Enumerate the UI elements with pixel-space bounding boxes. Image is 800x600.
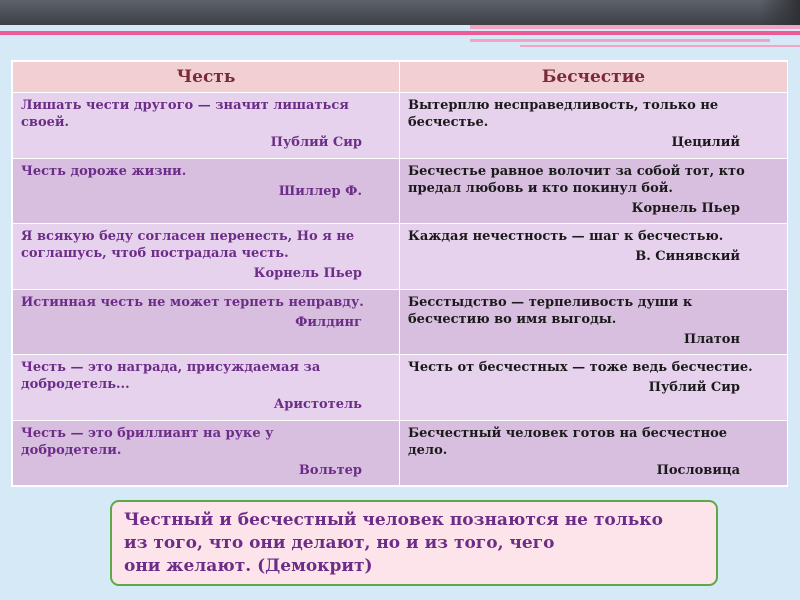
quote-author: Филдинг: [295, 314, 362, 330]
quote-text: Честь — это награда, присуждаемая за: [21, 360, 321, 375]
decor-stripe-lower-1: [470, 39, 770, 42]
top-banner-bar: [0, 0, 800, 25]
honor-cell: [13, 355, 400, 421]
quote-author: Пословица: [656, 462, 740, 478]
quote-text: Честь — это бриллиант на руке у: [21, 425, 274, 441]
quote-author: Вольтер: [298, 462, 362, 478]
quote-author: Корнель Пьер: [253, 266, 362, 281]
quote-text: бесчестье.: [408, 115, 489, 130]
quote-text: Вытерплю несправедливость, только не: [408, 98, 719, 113]
quote-author: Аристотель: [273, 397, 362, 412]
honor-cell: [13, 224, 400, 290]
table-row: [13, 224, 788, 290]
dishonor-cell: [400, 355, 788, 421]
democritus-quote-box: [110, 500, 718, 586]
decor-stripe-lower-2: [520, 45, 800, 47]
quote-text: дело.: [408, 442, 448, 458]
quote-text: Честь дороже жизни.: [21, 163, 187, 179]
quote-author: В. Синявский: [635, 249, 740, 264]
quote-text: Каждая нечестность — шаг к бесчестью.: [408, 229, 724, 244]
decor-stripe-main: [0, 31, 800, 35]
dishonor-cell: [400, 420, 788, 486]
table-row: [13, 355, 788, 421]
honor-cell: [13, 289, 400, 355]
quote-text: добродетели.: [21, 442, 122, 458]
callout-line: Честный и бесчестный человек познаются не только: [124, 510, 663, 530]
dishonor-cell: [400, 93, 788, 159]
quote-text: Истинная честь не может терпеть неправду.: [21, 294, 364, 310]
honor-cell: [13, 158, 400, 224]
quote-author: Шиллер Ф.: [278, 183, 362, 199]
quote-text: добродетель...: [21, 377, 130, 392]
quote-text: предал любовь и кто покинул бой.: [408, 180, 673, 196]
honor-cell: [13, 420, 400, 486]
decor-stripe-upper: [470, 25, 800, 29]
table-header-row: [13, 62, 788, 93]
quote-text: Бесчестный человек готов на бесчестное: [408, 425, 728, 441]
callout-line: из того, что они делают, но и из того, чего: [124, 533, 555, 553]
table-row: [13, 289, 788, 355]
quote-text: бесчестию во имя выгоды.: [408, 311, 617, 327]
honor-cell: [13, 93, 400, 159]
quotes-table: [11, 60, 788, 487]
header-dishonor: Бесчестие: [400, 62, 788, 93]
quote-text: Бесстыдство — терпеливость души к: [408, 294, 693, 310]
quote-text: соглашусь, чтоб пострадала честь.: [21, 246, 289, 261]
dishonor-cell: [400, 158, 788, 224]
table-row: [13, 420, 788, 486]
quote-author: Корнель Пьер: [631, 200, 740, 216]
dishonor-cell: [400, 289, 788, 355]
quote-text: своей.: [21, 115, 70, 130]
callout-line: они желают. (Демокрит): [124, 556, 373, 576]
dishonor-cell: [400, 224, 788, 290]
quote-text: Честь от бесчестных — тоже ведь бесчестие.: [408, 360, 753, 375]
top-banner-shade: [760, 0, 800, 25]
quote-text: Бесчестье равное волочит за собой тот, кто: [408, 163, 745, 179]
quote-text: Я всякую беду согласен перенесть, Но я не: [21, 229, 355, 244]
quote-author: Платон: [683, 331, 740, 347]
quote-text: Лишать чести другого — значит лишаться: [21, 98, 349, 113]
header-honor: Честь: [13, 62, 400, 93]
quote-author: Цецилий: [671, 135, 740, 150]
table-row: [13, 93, 788, 159]
table-row: [13, 158, 788, 224]
quote-author: Публий Сир: [648, 380, 740, 395]
quote-author: Публий Сир: [270, 135, 362, 150]
